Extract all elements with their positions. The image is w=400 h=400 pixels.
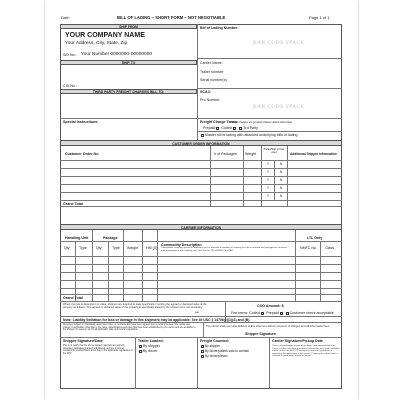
row4-y[interactable]: Y bbox=[266, 186, 270, 190]
grand-total-label: Grand Total bbox=[63, 201, 83, 206]
shipper-signature-line: Shipper Signature bbox=[245, 332, 276, 336]
third-party-bar: THIRD PARTY FREIGHT CHARGES BILL TO: bbox=[60, 89, 197, 94]
master-bol-row bbox=[200, 133, 298, 137]
handling-unit-label: Handling Unit bbox=[65, 236, 89, 240]
document-title: BILL OF LADING – SHORT FORM – NOT NEGOTIABLE bbox=[117, 15, 226, 20]
freight-terms-note: (Freight charges are prepaid unless marked otherwise) bbox=[229, 120, 292, 124]
page-number: Page 1 of 1 bbox=[309, 15, 330, 20]
customer-check-checkbox[interactable] bbox=[286, 312, 289, 315]
commodity-note: Commodities requiring special or additional care or attention in handling or stowing must be so marked and packaged as to ensure safe transportation with ordinary care. See Section 2(e) of NMFC Item 360 bbox=[161, 247, 288, 252]
shipper-sig-title: Shipper Signature/Date bbox=[63, 339, 103, 343]
per-label: per bbox=[195, 310, 200, 314]
liability-note: Note: Liability limitation for loss or damage in this shipment may be applicable. See 49 USC § 14706(c)(1)(A) and (B). bbox=[63, 317, 251, 322]
col-commodity-description: Commodity Description bbox=[161, 243, 202, 247]
collect-checkbox[interactable] bbox=[233, 127, 236, 130]
trailer-loaded-label: Trailer Loaded: bbox=[138, 339, 164, 343]
col-hu-type: Type bbox=[79, 246, 87, 250]
fc-driver-pallets-checkbox[interactable] bbox=[201, 350, 204, 353]
cod-fee-terms bbox=[231, 311, 334, 315]
row4-n[interactable]: N bbox=[279, 186, 283, 190]
fc-driver-pieces-label: By driver/pieces bbox=[205, 354, 228, 358]
cod-collect-label: Collect bbox=[249, 311, 261, 315]
row1-y[interactable]: Y bbox=[266, 162, 270, 166]
fc-driver-pallets-label: By driver/pallets said to contain bbox=[205, 349, 250, 353]
bol-number-label: Bill of Lading Number: bbox=[200, 26, 239, 30]
bill-of-lading-sheet bbox=[45, 0, 358, 400]
col-pallet-slip: Pallet/Slip (circle one) bbox=[263, 147, 285, 155]
tl-by-shipper-label: By shipper bbox=[143, 344, 160, 348]
trailer-loaded-driver bbox=[138, 349, 157, 353]
col-pkg-type: Type bbox=[112, 246, 120, 250]
freight-terms-options bbox=[203, 126, 258, 130]
ltl-only-label: LTL Only bbox=[307, 236, 323, 240]
pro-number-label: Pro Number: bbox=[200, 98, 221, 102]
customer-check-label: Customer check acceptable bbox=[289, 311, 334, 315]
fc-shipper bbox=[200, 344, 220, 348]
trailer-loaded-shipper bbox=[138, 344, 160, 348]
row1-n[interactable]: N bbox=[279, 162, 283, 166]
master-bol-checkbox[interactable] bbox=[201, 134, 204, 137]
prepaid-checkbox[interactable] bbox=[216, 127, 219, 130]
cod-prepaid-label: Prepaid bbox=[266, 311, 279, 315]
cid-label: CID No.: bbox=[63, 84, 77, 88]
package-label: Package bbox=[103, 236, 118, 240]
fc-driver-pieces-checkbox[interactable] bbox=[201, 355, 204, 358]
fc-by-shipper-checkbox[interactable] bbox=[201, 345, 204, 348]
ship-from-bar: SHIP FROM bbox=[60, 24, 197, 29]
col-weight: Weight bbox=[127, 246, 139, 250]
third-party-label: 3rd Party bbox=[243, 126, 258, 130]
cod-collect-checkbox[interactable] bbox=[261, 312, 264, 315]
special-instructions-label: Special Instructions: bbox=[63, 120, 99, 124]
barcode-space-2: BAR CODE SPACE bbox=[253, 104, 305, 110]
scac-label: SCAC: bbox=[200, 90, 212, 94]
cod-prepaid-checkbox[interactable] bbox=[280, 312, 283, 315]
prepaid-label: Prepaid bbox=[203, 126, 216, 130]
carrier-sig-text: Carrier acknowledges receipt of packages and required placards. Carrier certifies emergency response information was made available and/or carrier has the DOT emergency response guidebook or equivalent documentation in the vehicle. Property described above is received in good order, except as noted. bbox=[272, 345, 340, 357]
carrier-info-bar: CARRIER INFORMATION bbox=[60, 224, 342, 230]
col-weight: Weight bbox=[245, 152, 257, 156]
tl-by-shipper-checkbox[interactable] bbox=[139, 345, 142, 348]
received-note: Received, subject to individually determined rates or contracts that have been agreed upon in writing between the carrier and shipper, if applicable, otherwise to the rates, classifications and rules that have been established by the carrier and are available to the shipper, on request, and to all applicable state and federal regulations. bbox=[63, 324, 196, 332]
col-pkg-qty: Qty bbox=[96, 246, 102, 250]
trailer-number-label: Trailer number: bbox=[200, 70, 225, 74]
col-class: Class bbox=[325, 246, 334, 250]
freight-terms-label: Freight Charge Terms bbox=[200, 120, 238, 124]
row3-y[interactable]: Y bbox=[266, 178, 270, 182]
collect-label: Collect bbox=[221, 126, 233, 130]
sid-label: SID No.: bbox=[63, 53, 77, 57]
freight-counted-label: Freight Counted: bbox=[200, 339, 229, 343]
fc-driver-pieces bbox=[200, 354, 228, 358]
row2-y[interactable]: Y bbox=[266, 170, 270, 174]
row5-y[interactable]: Y bbox=[266, 194, 270, 198]
col-additional-info: Additional Shipper Information bbox=[290, 152, 337, 156]
master-bol-label: Master bill of lading with attached underlying bills of lading bbox=[205, 133, 298, 137]
row5-n[interactable]: N bbox=[279, 194, 283, 198]
ship-to-bar: SHIP TO bbox=[60, 60, 197, 65]
company-address: Your Address, City, State, Zip bbox=[65, 41, 128, 46]
carrier-sig-title: Carrier Signature/Pickup Date bbox=[272, 339, 323, 343]
col-nmfc: NMFC No. bbox=[300, 246, 317, 250]
customer-order-bar: CUSTOMER ORDER INFORMATION bbox=[60, 140, 342, 146]
tl-by-driver-checkbox[interactable] bbox=[139, 350, 142, 353]
value-note: Where the rate is dependent on value, shippers are required to state specifically in writing the agreed or declared value of the property as follows: “The agreed or declared value of the property is specifically stated by the shipper to be not exceeding bbox=[63, 303, 207, 309]
fc-driver-pallets bbox=[200, 349, 249, 353]
your-number: Your Number 0000000-00000000 bbox=[81, 52, 153, 57]
cod-amount-label: COD Amount: $ bbox=[257, 304, 284, 308]
fc-by-shipper-label: By shipper bbox=[205, 344, 221, 348]
carrier-delivery-note: The carrier shall not make delivery of this shipment without payment of charges and all other lawful fees. bbox=[206, 325, 330, 328]
date-label: Date: bbox=[61, 16, 70, 20]
row2-n[interactable]: N bbox=[279, 170, 283, 174]
serial-numbers-label: Serial number(s): bbox=[200, 78, 228, 82]
barcode-space-1: BAR CODE SPACE bbox=[253, 40, 305, 46]
shipper-sig-text: This is to certify that the above named materials are properly classified, packaged, marked and labeled, and are in proper condition for transportation according to the applicable regulations of the DOT. bbox=[63, 345, 133, 355]
col-packages: # of Packages bbox=[214, 152, 237, 156]
col-hu-qty: Qty bbox=[64, 246, 70, 250]
company-name: YOUR COMPANY NAME bbox=[65, 32, 145, 39]
third-party-checkbox[interactable] bbox=[239, 127, 242, 130]
fee-terms-label: Fee terms: bbox=[231, 311, 249, 315]
col-customer-order-no: Customer Order No. bbox=[65, 152, 100, 156]
carrier-name-label: Carrier Name: bbox=[200, 61, 223, 65]
grand-total-2-label: Grand Total bbox=[63, 295, 83, 300]
col-hm: HM (X) bbox=[146, 246, 158, 250]
row3-n[interactable]: N bbox=[279, 178, 283, 182]
center-divider bbox=[197, 24, 198, 140]
tl-by-driver-label: By driver bbox=[143, 349, 158, 353]
